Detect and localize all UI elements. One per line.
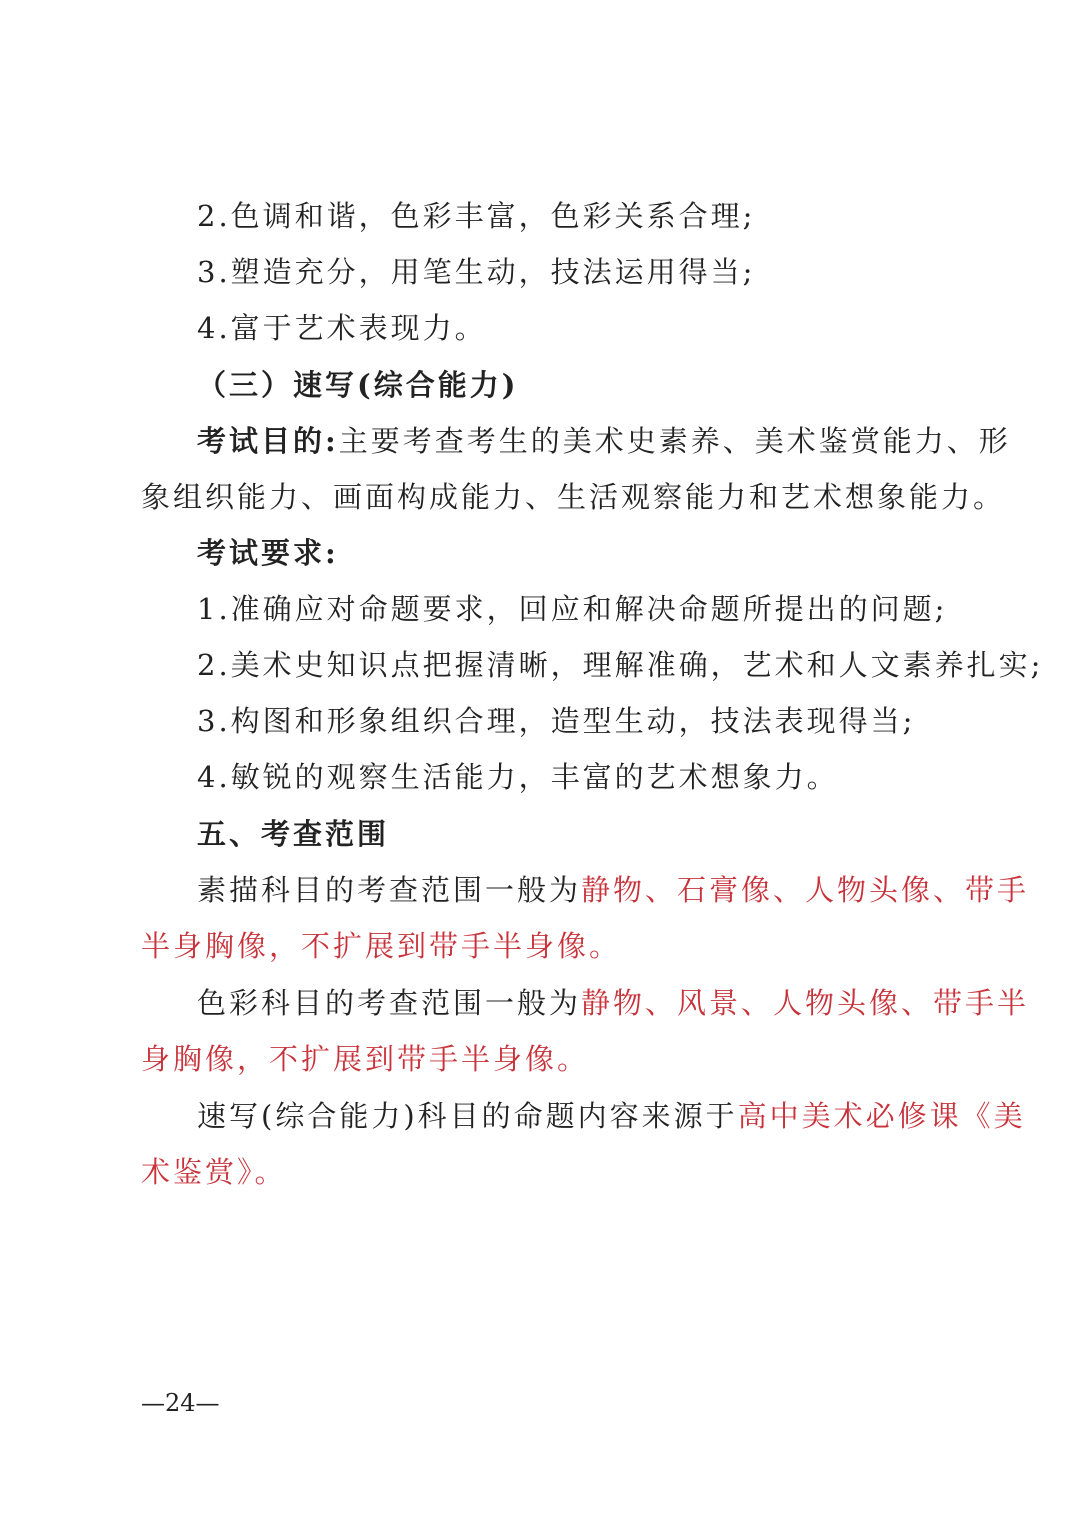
- scope-sketch-text: 速写(综合能力)科目的命题内容来源于: [197, 1099, 738, 1133]
- exam-purpose-paragraph: [197, 421, 1011, 461]
- sketch-requirement-3: 3.构图和形象组织合理，造型生动，技法表现得当;: [197, 704, 916, 738]
- sketch-requirement-2: 2.美术史知识点把握清晰，理解准确，艺术和人文素养扎实;: [197, 648, 1044, 682]
- scope-color-highlight: 静物、风景、人物头像、带手半: [581, 986, 1030, 1020]
- requirement-item-4: 4.富于艺术表现力。: [197, 311, 487, 345]
- requirement-item-3: 3.塑造充分，用笔生动，技法运用得当;: [197, 255, 756, 289]
- scope-drawing-highlight-continued: 半身胸像，不扩展到带手半身像。: [141, 929, 622, 963]
- scope-sketch-highlight: 高中美术必修课《美: [737, 1099, 1026, 1133]
- exam-requirements-label: 考试要求:: [197, 536, 339, 570]
- page-number: —24—: [141, 1389, 220, 1417]
- sketch-requirement-1: 1.准确应对命题要求，回应和解决命题所提出的问题;: [197, 592, 948, 626]
- scope-color-text: 色彩科目的考查范围一般为: [197, 986, 582, 1020]
- scope-sketch-highlight-continued: 术鉴赏》。: [141, 1155, 287, 1189]
- scope-drawing-text: 素描科目的考查范围一般为: [197, 873, 582, 907]
- scope-color-paragraph: [197, 983, 1029, 1023]
- exam-purpose-label: 考试目的:: [197, 424, 339, 458]
- scope-color-highlight-continued: 身胸像，不扩展到带手半身像。: [141, 1042, 590, 1076]
- scope-drawing-paragraph: [197, 870, 1029, 910]
- section-heading-scope: 五、考查范围: [197, 817, 390, 851]
- section-heading-sketch: （三）速写(综合能力): [197, 368, 519, 402]
- sketch-requirement-4: 4.敏锐的观察生活能力，丰富的艺术想象力。: [197, 760, 839, 794]
- exam-purpose-continued: 象组织能力、画面构成能力、生活观察能力和艺术想象能力。: [141, 480, 1006, 514]
- exam-purpose-text: 主要考查考生的美术史素养、美术鉴赏能力、形: [338, 424, 1011, 458]
- requirement-item-2: 2.色调和谐，色彩丰富，色彩关系合理;: [197, 199, 756, 233]
- scope-sketch-paragraph: [197, 1096, 1026, 1136]
- scope-drawing-highlight: 静物、石膏像、人物头像、带手: [581, 873, 1030, 907]
